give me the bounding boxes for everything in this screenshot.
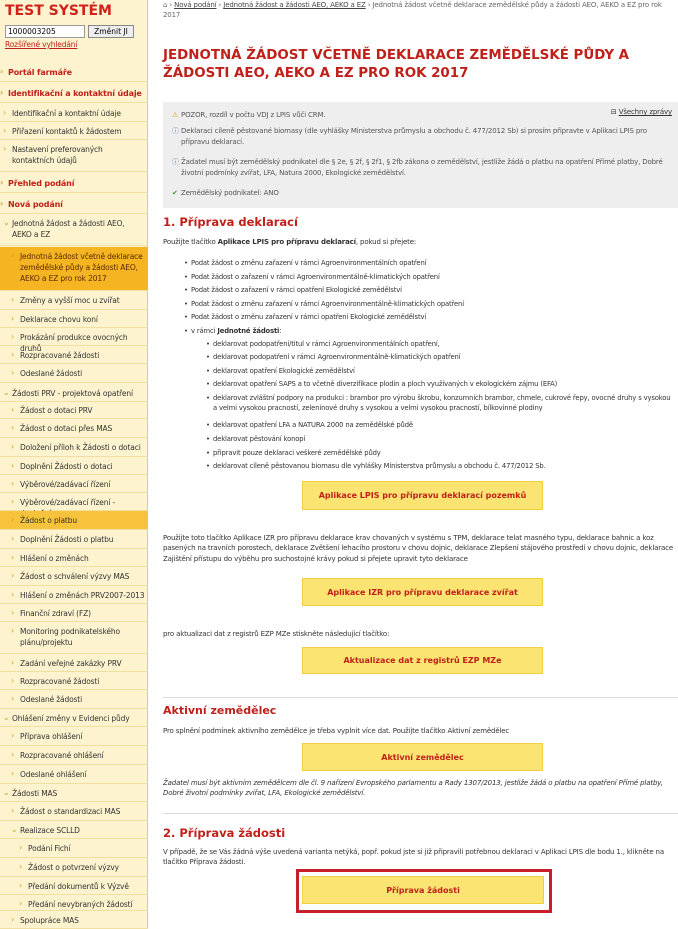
sidebar-item[interactable] — [0, 839, 148, 858]
sidebar-item[interactable] — [0, 765, 148, 784]
sidebar-item-label: Odeslané žádosti — [20, 369, 83, 378]
active-farmer-text: Pro splnění podmínek aktivního zemědělce je třeba vyplnit více dat. Použijte tlačítko Aktivní zemědělec — [163, 727, 510, 735]
sidebar-item-label: Žádost o potvrzení výzvy — [28, 863, 119, 872]
sidebar-item[interactable] — [0, 821, 148, 839]
sidebar-item[interactable] — [0, 672, 148, 690]
chevron-right-icon: › — [11, 769, 15, 778]
divider — [163, 813, 678, 814]
chevron-right-icon: › — [11, 750, 15, 759]
chevron-right-icon: › — [19, 899, 23, 908]
prepare-application-button[interactable]: Příprava žádosti — [302, 876, 544, 904]
chevron-right-icon: › — [11, 626, 15, 635]
info-icon: ⓘ — [172, 127, 179, 135]
chevron-down-icon: ⌄ — [3, 713, 10, 722]
sidebar-item[interactable] — [0, 346, 148, 364]
sub-bullet-item: • deklarovat podopatření v rámci Agroenvironmentálně-klimatických opatření — [213, 352, 673, 362]
chevron-right-icon: › — [11, 608, 15, 617]
sidebar-item-label: Žádost o standardizaci MAS — [20, 807, 121, 816]
sidebar-item-label: Žádost o platbu — [20, 516, 77, 525]
sidebar-item[interactable] — [0, 62, 148, 82]
sidebar-item[interactable] — [0, 328, 148, 353]
sidebar-item-label: Finanční zdraví (FZ) — [20, 609, 91, 618]
sidebar — [0, 0, 148, 929]
system-title: TEST SYSTÉM — [5, 3, 112, 19]
notice-box — [163, 102, 678, 208]
sidebar-item[interactable] — [0, 140, 148, 172]
page-title: JEDNOTNÁ ŽÁDOST VČETNĚ DEKLARACE ZEMĚDĚLSKÉ PŮDY A ŽÁDOSTI AEO, AEKO A EZ PRO ROK 2017 — [163, 48, 630, 81]
info-icon: ⓘ — [172, 158, 179, 166]
chevron-right-icon: › — [3, 144, 7, 153]
sidebar-item-label: Přiřazení kontaktů k žádostem — [12, 127, 122, 136]
chevron-right-icon: › — [11, 731, 15, 740]
sidebar-item[interactable] — [0, 475, 148, 493]
sidebar-item-label: Žádost o schválení výzvy MAS — [20, 572, 130, 581]
sidebar-item[interactable] — [0, 746, 148, 765]
sidebar-item[interactable] — [0, 173, 148, 193]
chevron-right-icon: › — [0, 67, 4, 76]
all-messages-link[interactable]: ⊟ Všechny zprávy — [610, 108, 672, 116]
sidebar-item-label: Nastavení preferovaných kontaktních údajů — [12, 145, 103, 165]
sidebar-item-label: Zadání veřejné zakázky PRV — [20, 659, 122, 668]
notice-info-2: ⓘ Žadatel musí být zemědělský podnikatel dle § 2e, § 2f, § 2f1, § 2fb zákona o zemědělství, jestliže žádá o platbu na opatření Přímé platby, Dobré životní podmínky zvířat, LFA, Natura 2000, Ekologické zemědělství. — [172, 158, 663, 177]
breadcrumb-jednotna-zadost[interactable]: Jednotná žádost a žádosti AEO, AEKO a EZ — [223, 1, 366, 9]
ezp-update-button[interactable]: Aktualizace dat z registrů EZP MZe — [302, 647, 543, 674]
sidebar-item-label: Předání nevybraných žádostí — [28, 900, 133, 909]
bullet-item: • Podat žádost o změnu zařazení v rámci opatření Ekologické zemědělství — [191, 312, 426, 322]
sidebar-item[interactable] — [0, 214, 148, 246]
check-circle-icon: ✔ — [172, 189, 178, 197]
sidebar-item[interactable] — [0, 194, 148, 214]
sidebar-item-label: Hlášení o změnách PRV2007-2013 — [20, 591, 145, 600]
sub-bullet-item: • deklarovat opatření LFA a NATURA 2000 na zemědělské půdě — [213, 420, 673, 430]
sidebar-item-label: Rozpracované žádosti — [20, 351, 100, 360]
chevron-right-icon: › — [11, 571, 15, 580]
sidebar-item-label: Odeslané žádosti — [20, 695, 83, 704]
chevron-right-icon: › — [0, 88, 4, 97]
sidebar-item[interactable] — [0, 247, 148, 291]
sidebar-item-label: Nová podání — [8, 200, 63, 209]
breadcrumb-current: Jednotná žádost včetně deklarace zemědělské půdy a žádosti AEO, AEKO a EZ pro rok 2017 — [163, 1, 662, 19]
sidebar-item-label: Žádost o dotaci přes MAS — [20, 424, 113, 433]
chevron-down-icon: ⌄ — [3, 218, 10, 227]
chevron-right-icon: › — [0, 199, 4, 208]
sidebar-item[interactable] — [0, 419, 148, 438]
sidebar-item-label: Podání Fichí — [28, 844, 71, 853]
chevron-right-icon: › — [3, 108, 7, 117]
chevron-right-icon: › — [11, 694, 15, 703]
notice-ok: ✔ Zemědělský podnikatel: ANO — [172, 189, 279, 197]
section-2-title: 2. Příprava žádosti — [163, 826, 286, 840]
bullet-item: • Podat žádost o změnu zařazení v rámci Agroenvironmentálních opatření — [191, 258, 426, 268]
chevron-right-icon: › — [11, 251, 15, 260]
sidebar-item-label: Realizace SCLLD — [20, 826, 80, 835]
sub-bullet-item: • deklarovat podopatření/titul v rámci Agroenvironmentálních opatření, — [213, 339, 673, 349]
sidebar-item[interactable] — [0, 83, 148, 103]
chevron-right-icon: › — [19, 843, 23, 852]
sidebar-item[interactable] — [0, 364, 148, 383]
chevron-right-icon: › — [11, 806, 15, 815]
chevron-right-icon: › — [11, 676, 15, 685]
sidebar-item-label: Výběrové/zadávací řízení - — [20, 498, 116, 507]
chevron-right-icon: › — [11, 553, 15, 562]
sidebar-item-label: Doložení příloh k Žádosti o dotaci — [20, 443, 141, 452]
chevron-right-icon: › — [11, 515, 15, 524]
sidebar-item-label: Příprava ohlášení — [20, 732, 83, 741]
sidebar-item-label: Hlášení o změnách — [20, 554, 89, 563]
chevron-down-icon: ⌄ — [3, 388, 10, 397]
sidebar-item[interactable] — [0, 567, 148, 586]
chevron-right-icon: › — [11, 590, 15, 599]
sidebar-item[interactable] — [0, 604, 148, 622]
sidebar-item[interactable] — [0, 511, 148, 530]
sidebar-item-label: Doplnění Žádosti o platbu — [20, 535, 114, 544]
warning-icon: ⚠ — [172, 111, 179, 119]
chevron-down-icon: ⌄ — [3, 788, 10, 797]
sidebar-item[interactable] — [0, 727, 148, 746]
chevron-right-icon: › — [11, 332, 15, 341]
sidebar-item-label: Jednotná žádost včetně deklarace zemědělské půdy a žádosti AEO, AEKO a EZ pro rok 2017 — [20, 252, 143, 283]
sidebar-item[interactable] — [0, 802, 148, 821]
bullet-item: • Podat žádost o zařazení v rámci opatření Ekologické zemědělství — [191, 285, 402, 295]
ezp-text: pro aktualizaci dat z registrů EZP MZe stiskněte následující tlačítko: — [163, 630, 390, 638]
sidebar-item[interactable] — [0, 858, 148, 877]
chevron-down-icon: ⌄ — [11, 825, 18, 834]
sidebar-item-label: Doplnění Žádosti o dotaci — [20, 462, 113, 471]
izr-text: Použijte toto tlačítko Aplikace IZR pro přípravu deklarace krav chovaných v systému s TPM, deklarace telat masného typu, deklarace bahnic a koz pasených na travních porostech, deklarace Zvětšení lehacího prostoru v chovu dojnic, deklarace Zlepšení stájového prostředí v chovu dojnic, deklarace Zajištění přístupu do výběhu pro suchostojné krávy pokud si přejete upravit tyto deklarace — [163, 534, 673, 563]
chevron-right-icon: › — [11, 405, 15, 414]
sidebar-item-label: Odeslané ohlášení — [20, 770, 87, 779]
sidebar-item[interactable] — [0, 690, 148, 709]
sidebar-item-label: Deklarace chovu koní — [20, 315, 98, 324]
bullet-item: • Podat žádost o změnu zařazení v rámci Agroenvironmentálně-klimatických opatření — [191, 299, 464, 309]
active-farmer-button[interactable]: Aktivní zemědělec — [302, 743, 543, 771]
sidebar-item[interactable] — [0, 549, 148, 567]
active-farmer-title: Aktivní zemědělec — [163, 704, 277, 717]
sidebar-item[interactable] — [0, 784, 148, 802]
sidebar-item[interactable] — [0, 291, 148, 310]
sidebar-item[interactable] — [0, 122, 148, 140]
chevron-right-icon: › — [11, 915, 15, 924]
sidebar-item-label: Ohlášení změny v Evidenci půdy — [12, 714, 130, 723]
chevron-right-icon: › — [11, 497, 15, 506]
sidebar-item[interactable] — [0, 310, 148, 328]
notice-warning: ⚠ POZOR, rozdíl v počtu VDJ z LPIS vůči CRM. — [172, 111, 326, 119]
sidebar-item-label: Výběrové/zadávací řízení — [20, 480, 111, 489]
sidebar-item[interactable] — [0, 438, 148, 457]
chevron-right-icon: › — [11, 314, 15, 323]
advanced-search-link[interactable]: Rozšířené vyhledání — [5, 40, 78, 49]
home-icon[interactable]: ⌂ — [163, 1, 168, 9]
sidebar-item-label: Žádost o dotaci PRV — [20, 406, 93, 415]
breadcrumb-nova-podani[interactable]: Nová podání — [174, 1, 217, 9]
sidebar-item-label: Přehled podání — [8, 179, 75, 188]
sidebar-item[interactable] — [0, 457, 148, 475]
chevron-right-icon: › — [11, 295, 15, 304]
change-ji-button[interactable]: Změnit JI — [88, 25, 134, 38]
chevron-right-icon: › — [19, 862, 23, 871]
sidebar-item[interactable] — [0, 401, 148, 419]
active-farmer-note: Žadatel musí být aktivním zemědělcem dle čl. 9 nařízení Evropského parlamentu a Rady 1307/2013, jestliže žádá o platbu na opatření Přímé platby, Dobré životní podmínky zvířat, LFA, Ekologické zemědělství. — [163, 779, 663, 798]
sidebar-item[interactable] — [0, 654, 148, 672]
chevron-right-icon: › — [3, 126, 7, 135]
chevron-right-icon: › — [11, 442, 15, 451]
sidebar-item[interactable] — [0, 530, 148, 549]
chevron-right-icon: › — [0, 178, 4, 187]
sidebar-item-label: Změny a vyšší moc u zvířat — [20, 296, 120, 305]
sidebar-item-label: Žádosti MAS — [12, 789, 58, 798]
breadcrumb: ⌂ › Nová podání › Jednotná žádost a žádosti AEO, AEKO a EZ › Jednotná žádost včetně deklarace zemědělské půdy a žádosti AEO, AEKO a EZ pro rok 2017 — [163, 1, 662, 19]
sub-bullet-item: • připravit pouze deklaraci veškeré zemědělské půdy — [213, 448, 673, 458]
sidebar-item[interactable] — [0, 911, 148, 929]
lpis-declaration-button[interactable]: Aplikace LPIS pro přípravu deklarací pozemků — [302, 481, 543, 510]
search-input[interactable] — [5, 25, 85, 38]
izr-declaration-button[interactable]: Aplikace IZR pro přípravu deklarace zvířat — [302, 578, 543, 606]
sidebar-item-label: Spolupráce MAS — [20, 916, 79, 925]
sidebar-item-label: Jednotná žádost a žádosti AEO, AEKO a EZ — [12, 219, 125, 239]
search-row — [0, 22, 147, 38]
sub-bullet-item: • deklarovat cíleně pěstovanou biomasu dle vyhlášky Ministerstva průmyslu a obchodu č. 477/2012 Sb. — [213, 461, 673, 471]
chevron-right-icon: › — [11, 368, 15, 377]
sidebar-item-label: Monitoring podnikatelského plánu/projektu — [20, 627, 120, 647]
chevron-right-icon: › — [11, 534, 15, 543]
divider — [163, 697, 678, 698]
sidebar-item-label: Předání dokumentů k Výzvě — [28, 882, 129, 891]
bullet-item-jednotna-zadost: • v rámci Jednotné žádosti: — [191, 326, 281, 336]
section-1-intro: Použijte tlačítko Aplikace LPIS pro přípravu deklarací, pokud si přejete: — [163, 238, 417, 246]
chevron-right-icon: › — [11, 423, 15, 432]
sidebar-item[interactable] — [0, 384, 148, 402]
sidebar-item[interactable] — [0, 586, 148, 604]
sub-bullet-item: • deklarovat opatření SAPS a to včetně diverzifikace plodin a ploch využívaných v ekologickém zájmu (EFA) — [213, 379, 673, 389]
section-2-text: V případě, že se Vás žádná výše uvedená varianta netýká, popř. pokud jste si již připravili potřebnou deklaraci v Aplikaci LPIS dle bodu 1., klikněte na tlačítko Příprava žádosti. — [163, 848, 664, 867]
sidebar-item-label: Prokázání produkce ovocných druhů — [20, 333, 128, 353]
collapse-icon: ⊟ — [610, 108, 619, 116]
sidebar-item-label: Rozpracované žádosti — [20, 677, 100, 686]
chevron-right-icon: › — [11, 658, 15, 667]
chevron-right-icon: › — [19, 881, 23, 890]
sub-bullet-item: • deklarovat pěstování konopí — [213, 434, 673, 444]
bullet-item: • Podat žádost o zařazení v rámci Agroenvironmentálně-klimatických opatření — [191, 272, 440, 282]
sidebar-item[interactable] — [0, 709, 148, 727]
sidebar-item[interactable] — [0, 877, 148, 895]
sidebar-item[interactable] — [0, 622, 148, 654]
sidebar-item[interactable] — [0, 493, 148, 511]
notice-info-1: ⓘ Deklaraci cíleně pěstované biomasy (dle vyhlášky Ministerstva průmyslu a obchodu č. 477/2012 Sb) si prosím připravte v Aplikaci LPIS pro přípravu deklarací. — [172, 127, 647, 146]
section-1-title: 1. Příprava deklarací — [163, 215, 298, 229]
sidebar-item-label: Portál farmáře — [8, 68, 72, 77]
sidebar-item[interactable] — [0, 895, 148, 911]
sidebar-item-label: Identifikační a kontaktní údaje — [12, 109, 121, 118]
sub-bullet-item: • deklarovat zvláštní podpory na produkci : brambor pro výrobu škrobu, konzumních brambor, chmele, cukrové řepy, ovocné druhy s vysokou a velmi vysokou pracností, zeleninové druhy s vysokou a velmi vysokou pracností, bílkovinné plodiny — [213, 393, 673, 413]
sidebar-item-label: Identifikační a kontaktní údaje — [8, 89, 142, 98]
sidebar-item[interactable] — [0, 104, 148, 122]
sidebar-item-label: Žádosti PRV - projektová opatření — [12, 389, 133, 398]
chevron-right-icon: › — [11, 479, 15, 488]
sub-bullet-item: • deklarovat opatření Ekologické zemědělství — [213, 366, 673, 376]
sidebar-item-label: Rozpracované ohlášení — [20, 751, 104, 760]
chevron-right-icon: › — [11, 350, 15, 359]
chevron-right-icon: › — [11, 461, 15, 470]
